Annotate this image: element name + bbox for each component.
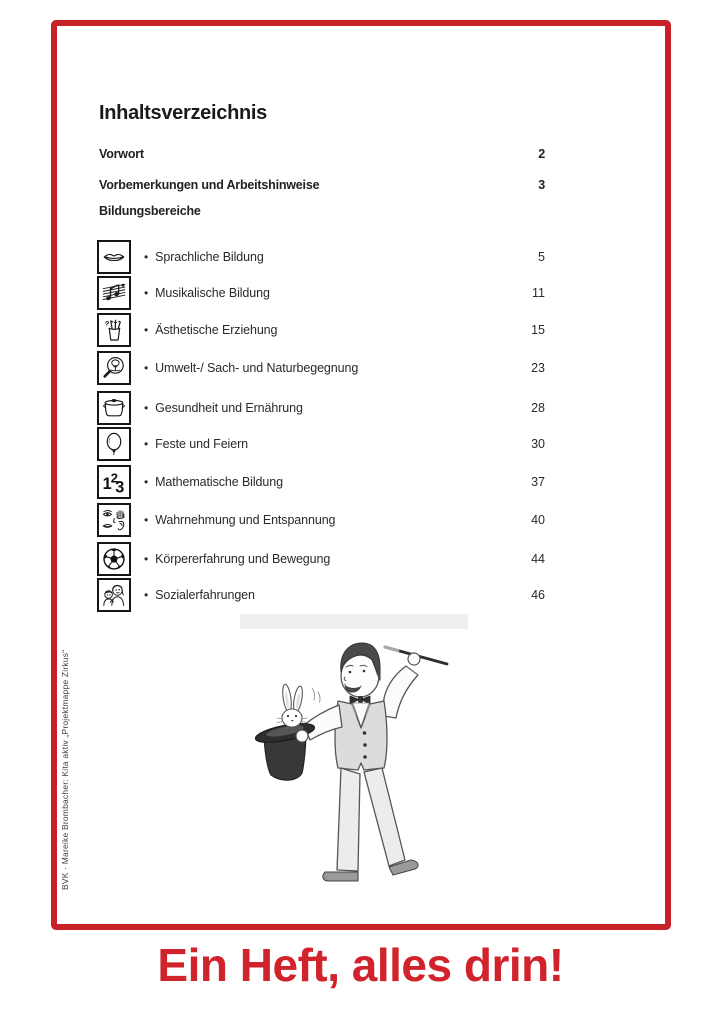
toc-row	[97, 578, 545, 612]
right-hand	[408, 653, 420, 665]
toc-page-number: 11	[532, 286, 545, 300]
trousers	[337, 768, 405, 871]
toc-label: Gesundheit und Ernährung	[155, 401, 303, 415]
toc-row	[97, 240, 545, 274]
magnifier-tree-icon	[97, 351, 131, 385]
front-matter-row	[99, 178, 545, 192]
credit-vertical-text: BVK · Mareike Brombacher: Kita aktiv „Projektmappe Zirkus“	[60, 649, 70, 890]
toc-bullet: •	[144, 437, 149, 451]
toc-bullet: •	[144, 286, 149, 300]
front-matter-page: 3	[538, 178, 545, 192]
toc-page-number: 23	[531, 361, 545, 375]
toc-label: Mathematische Bildung	[155, 475, 283, 489]
toc-row	[97, 465, 545, 499]
toc-label: Musikalische Bildung	[155, 286, 270, 300]
toc-label: Körpererfahrung und Bewegung	[155, 552, 331, 566]
raised-arm	[383, 666, 418, 718]
toc-label: Wahrnehmung und Entspannung	[155, 513, 336, 527]
toc-row	[97, 542, 545, 576]
toc-row	[97, 427, 545, 461]
front-matter-page: 2	[538, 147, 545, 161]
slogan-text: Ein Heft, alles drin!	[157, 939, 564, 991]
section-heading: Bildungsbereiche	[99, 204, 201, 218]
toc-page-number: 40	[531, 513, 545, 527]
toc-label: Sprachliche Bildung	[155, 250, 264, 264]
cooking-pot-icon	[97, 391, 131, 425]
toc-row	[97, 276, 545, 310]
toc-page-number: 46	[531, 588, 545, 602]
left-hand	[296, 730, 308, 742]
toc-bullet: •	[144, 588, 149, 602]
magician-head	[341, 643, 380, 697]
music-notes-icon	[97, 276, 131, 310]
front-matter-row	[99, 147, 545, 161]
scan-band	[240, 614, 468, 629]
toc-bullet: •	[144, 250, 149, 264]
top-hat	[254, 720, 316, 780]
toc-bullet: •	[144, 513, 149, 527]
lips-icon	[97, 240, 131, 274]
toc-label: Feste und Feiern	[155, 437, 249, 451]
art-supplies-icon	[97, 313, 131, 347]
toc-label: Ästhetische Erziehung	[155, 323, 278, 337]
toc-page-number: 28	[531, 401, 545, 415]
balloon-icon	[97, 427, 131, 461]
toc-page-number: 5	[538, 250, 545, 264]
people-icon	[97, 578, 131, 612]
toc-page-number: 44	[531, 552, 545, 566]
toc-bullet: •	[144, 401, 149, 415]
toc-bullet: •	[144, 552, 149, 566]
toc-page-number: 15	[531, 323, 545, 337]
vest	[335, 701, 387, 770]
toc-page-number: 37	[531, 475, 545, 489]
toc-bullet: •	[144, 361, 149, 375]
toc-row	[97, 503, 545, 537]
toc-label: Sozialerfahrungen	[155, 588, 255, 602]
toc-row	[97, 391, 545, 425]
front-matter-label: Vorwort	[99, 147, 144, 161]
soccer-ball-icon	[97, 542, 131, 576]
page-title: Inhaltsverzeichnis	[99, 102, 267, 124]
front-matter-label: Vorbemerkungen und Arbeitshinweise	[99, 178, 320, 192]
toc-bullet: •	[144, 323, 149, 337]
toc-row	[97, 313, 545, 347]
toc-bullet: •	[144, 475, 149, 489]
numbers-123-icon	[97, 465, 131, 499]
magician-illustration	[238, 614, 470, 910]
toc-row	[97, 351, 545, 385]
toc-page-number: 30	[531, 437, 545, 451]
toc-label: Umwelt-/ Sach- und Naturbegegnung	[155, 361, 359, 375]
senses-face-icon	[97, 503, 131, 537]
